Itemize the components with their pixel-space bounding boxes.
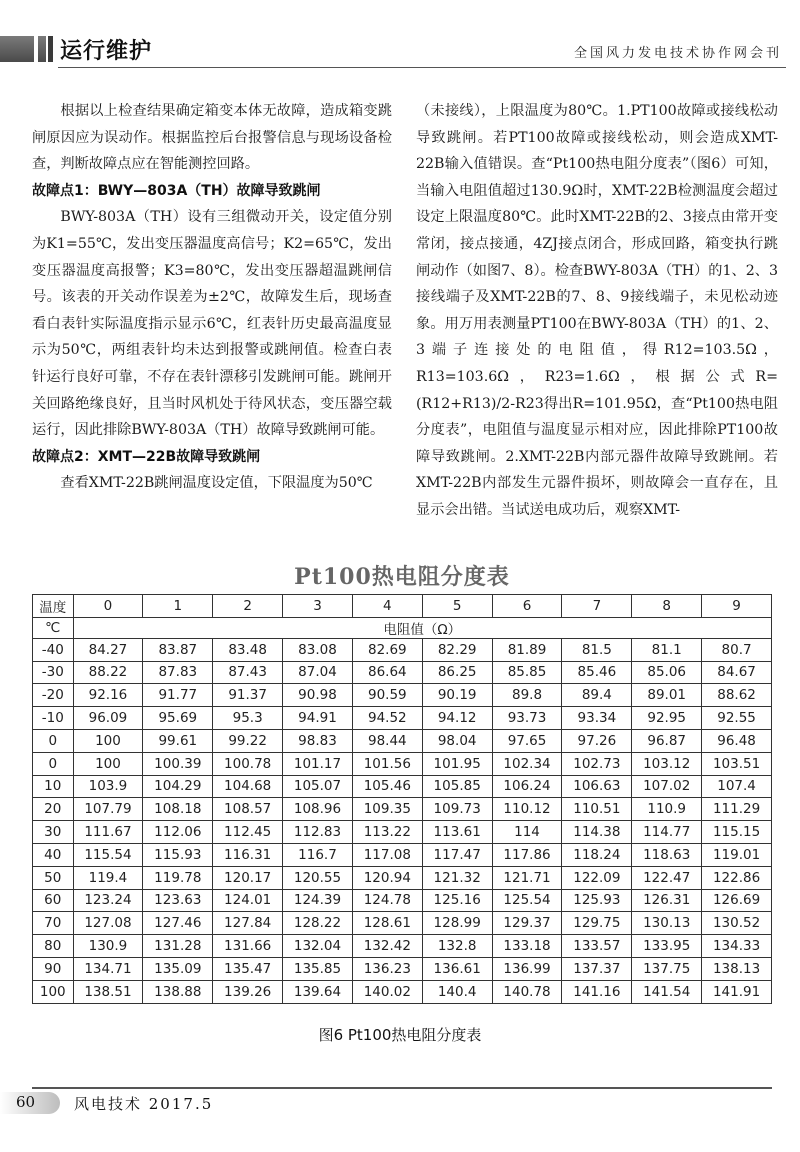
column-header: 0 — [73, 595, 143, 618]
resistance-cell: 84.27 — [73, 638, 143, 661]
resistance-cell: 141.16 — [562, 980, 632, 1003]
temperature-cell: 50 — [33, 866, 74, 889]
resistance-cell: 136.99 — [492, 957, 562, 980]
resistance-cell: 127.08 — [73, 912, 143, 935]
corner-temperature-label: 温度 — [33, 595, 74, 618]
resistance-cell: 105.85 — [422, 775, 492, 798]
resistance-cell: 107.79 — [73, 798, 143, 821]
resistance-cell: 127.84 — [213, 912, 283, 935]
header-decoration-stripe — [48, 36, 53, 62]
resistance-cell: 122.09 — [562, 866, 632, 889]
resistance-cell: 120.94 — [352, 866, 422, 889]
table-row — [33, 638, 772, 661]
resistance-cell: 128.61 — [352, 912, 422, 935]
resistance-cell: 140.78 — [492, 980, 562, 1003]
resistance-cell: 92.55 — [702, 707, 772, 730]
table-row — [33, 866, 772, 889]
table-unit-row — [33, 617, 772, 638]
resistance-cell: 81.5 — [562, 638, 632, 661]
resistance-cell: 132.04 — [283, 935, 353, 958]
resistance-cell: 106.24 — [492, 775, 562, 798]
resistance-cell: 86.64 — [352, 661, 422, 684]
temperature-cell: 30 — [33, 821, 74, 844]
resistance-cell: 95.3 — [213, 707, 283, 730]
resistance-cell: 93.73 — [492, 707, 562, 730]
resistance-cell: 87.43 — [213, 661, 283, 684]
resistance-cell: 135.09 — [143, 957, 213, 980]
table-row — [33, 935, 772, 958]
resistance-cell: 120.55 — [283, 866, 353, 889]
resistance-cell: 138.13 — [702, 957, 772, 980]
resistance-cell: 90.59 — [352, 684, 422, 707]
resistance-cell: 83.87 — [143, 638, 213, 661]
resistance-cell: 94.91 — [283, 707, 353, 730]
resistance-cell: 104.29 — [143, 775, 213, 798]
temperature-cell: 20 — [33, 798, 74, 821]
resistance-cell: 133.18 — [492, 935, 562, 958]
resistance-cell: 132.42 — [352, 935, 422, 958]
resistance-cell: 94.12 — [422, 707, 492, 730]
temperature-cell: 70 — [33, 912, 74, 935]
page-number: 60 — [16, 1093, 36, 1111]
resistance-cell: 127.46 — [143, 912, 213, 935]
temperature-cell: 90 — [33, 957, 74, 980]
resistance-table — [32, 594, 772, 1004]
column-header: 8 — [632, 595, 702, 618]
resistance-cell: 130.52 — [702, 912, 772, 935]
resistance-cell: 97.65 — [492, 729, 562, 752]
resistance-cell: 109.35 — [352, 798, 422, 821]
resistance-cell: 102.34 — [492, 752, 562, 775]
resistance-cell: 105.07 — [283, 775, 353, 798]
table-row — [33, 752, 772, 775]
header-decoration-bar — [0, 36, 46, 62]
table-row — [33, 957, 772, 980]
resistance-cell: 117.47 — [422, 843, 492, 866]
table-row — [33, 707, 772, 730]
resistance-cell: 107.4 — [702, 775, 772, 798]
resistance-cell: 140.4 — [422, 980, 492, 1003]
table-row — [33, 729, 772, 752]
resistance-cell: 118.63 — [632, 843, 702, 866]
resistance-cell: 129.75 — [562, 912, 632, 935]
resistance-cell: 128.22 — [283, 912, 353, 935]
paragraph: 根据以上检查结果确定箱变本体无故障，造成箱变跳闸原因应为误动作。根据监控后台报警信息与现场设备检查，判断故障点应在智能测控回路。 — [32, 103, 392, 173]
resistance-cell: 100 — [73, 752, 143, 775]
table-header-row — [33, 595, 772, 618]
resistance-cell: 101.95 — [422, 752, 492, 775]
table-row — [33, 843, 772, 866]
column-header: 3 — [283, 595, 353, 618]
resistance-cell: 90.98 — [283, 684, 353, 707]
resistance-cell: 134.33 — [702, 935, 772, 958]
resistance-unit-label: 电阻值（Ω） — [73, 617, 771, 638]
resistance-cell: 83.08 — [283, 638, 353, 661]
section-heading: 故障点2：XMT—22B故障导致跳闸 — [32, 448, 261, 465]
resistance-cell: 93.34 — [562, 707, 632, 730]
right-column — [416, 98, 778, 524]
temperature-cell: -20 — [33, 684, 74, 707]
figure-caption: 图6 Pt100热电阻分度表 — [318, 1026, 482, 1044]
resistance-cell: 139.64 — [283, 980, 353, 1003]
table-row — [33, 980, 772, 1003]
resistance-cell: 83.48 — [213, 638, 283, 661]
resistance-cell: 116.7 — [283, 843, 353, 866]
left-column — [32, 98, 392, 497]
resistance-cell: 130.13 — [632, 912, 702, 935]
resistance-cell: 110.12 — [492, 798, 562, 821]
resistance-cell: 117.08 — [352, 843, 422, 866]
resistance-cell: 98.44 — [352, 729, 422, 752]
temperature-cell: -30 — [33, 661, 74, 684]
column-header: 5 — [422, 595, 492, 618]
resistance-cell: 112.45 — [213, 821, 283, 844]
resistance-cell: 132.8 — [422, 935, 492, 958]
resistance-cell: 133.57 — [562, 935, 632, 958]
resistance-cell: 111.67 — [73, 821, 143, 844]
resistance-cell: 92.16 — [73, 684, 143, 707]
resistance-cell: 101.56 — [352, 752, 422, 775]
resistance-cell: 107.02 — [632, 775, 702, 798]
resistance-cell: 92.95 — [632, 707, 702, 730]
resistance-cell: 125.93 — [562, 889, 632, 912]
resistance-cell: 137.75 — [632, 957, 702, 980]
table-row — [33, 684, 772, 707]
resistance-cell: 96.87 — [632, 729, 702, 752]
resistance-cell: 85.06 — [632, 661, 702, 684]
resistance-cell: 135.85 — [283, 957, 353, 980]
column-header: 6 — [492, 595, 562, 618]
resistance-cell: 141.91 — [702, 980, 772, 1003]
resistance-cell: 130.9 — [73, 935, 143, 958]
temperature-cell: 60 — [33, 889, 74, 912]
resistance-cell: 108.96 — [283, 798, 353, 821]
resistance-cell: 110.9 — [632, 798, 702, 821]
resistance-cell: 96.09 — [73, 707, 143, 730]
column-header: 7 — [562, 595, 632, 618]
resistance-cell: 87.04 — [283, 661, 353, 684]
temperature-cell: 100 — [33, 980, 74, 1003]
resistance-cell: 124.78 — [352, 889, 422, 912]
resistance-cell: 136.23 — [352, 957, 422, 980]
resistance-cell: 125.16 — [422, 889, 492, 912]
resistance-cell: 106.63 — [562, 775, 632, 798]
resistance-cell: 96.48 — [702, 729, 772, 752]
resistance-cell: 124.01 — [213, 889, 283, 912]
resistance-cell: 81.89 — [492, 638, 562, 661]
resistance-cell: 117.86 — [492, 843, 562, 866]
header-divider — [58, 67, 786, 68]
paragraph: 查看XMT-22B跳闸温度设定值，下限温度为50℃ — [60, 475, 373, 492]
footer-divider — [32, 1087, 772, 1089]
resistance-cell: 81.1 — [632, 638, 702, 661]
resistance-cell: 137.37 — [562, 957, 632, 980]
resistance-cell: 87.83 — [143, 661, 213, 684]
resistance-cell: 111.29 — [702, 798, 772, 821]
paragraph: （未接线），上限温度为80℃。1.PT100故障或接线松动导致跳闸。若PT100故障或接线松动，则会造成XMT-22B输入值错误。查“Pt100热电阻分度表”（图6）可知，当输入电阻值超过130.9Ω时，XMT-22B检测温度会超过设定上限温度80℃。此时XMT-22B的2、3接点由常开变常闭，接点接通，4ZJ接点闭合，形成回路，箱变执行跳闸动作（如图7、8）。检查BWY-803A（TH）的1、2、3接线端子及XMT-22B的7、8、9接线端子，未见松动迹象。用万用表测量PT100在BWY-803A（TH）的1、2、3端子连接处的电阻值，得R12=103.5Ω，R13=103.6Ω，R23=1.6Ω，根据公式R=(R12+R13)/2-R23得出R=101.95Ω，查“Pt100热电阻分度表”，电阻值与温度显示相对应，因此排除PT100故障导致跳闸。2.XMT-22B内部元器件故障导致跳闸。若XMT-22B内部发生元器件损坏，则故障会一直存在，且显示会出错。当试送电成功后，观察XMT- — [416, 103, 778, 518]
resistance-cell: 126.31 — [632, 889, 702, 912]
table-row — [33, 798, 772, 821]
resistance-cell: 109.73 — [422, 798, 492, 821]
table-row — [33, 889, 772, 912]
resistance-cell: 120.17 — [213, 866, 283, 889]
resistance-cell: 139.26 — [213, 980, 283, 1003]
resistance-cell: 86.25 — [422, 661, 492, 684]
resistance-cell: 128.99 — [422, 912, 492, 935]
column-header: 9 — [702, 595, 772, 618]
resistance-cell: 100 — [73, 729, 143, 752]
resistance-cell: 121.32 — [422, 866, 492, 889]
resistance-cell: 85.46 — [562, 661, 632, 684]
section-title: 运行维护 — [60, 39, 153, 64]
resistance-cell: 123.24 — [73, 889, 143, 912]
resistance-cell: 108.57 — [213, 798, 283, 821]
journal-issue: 风电技术 2017.5 — [74, 1095, 214, 1113]
column-header: 2 — [213, 595, 283, 618]
temperature-cell: 0 — [33, 729, 74, 752]
resistance-cell: 108.18 — [143, 798, 213, 821]
table-row — [33, 912, 772, 935]
resistance-cell: 122.47 — [632, 866, 702, 889]
resistance-cell: 112.83 — [283, 821, 353, 844]
resistance-cell: 122.86 — [702, 866, 772, 889]
resistance-cell: 118.24 — [562, 843, 632, 866]
resistance-cell: 88.62 — [702, 684, 772, 707]
resistance-cell: 98.83 — [283, 729, 353, 752]
resistance-cell: 119.78 — [143, 866, 213, 889]
table-row — [33, 775, 772, 798]
resistance-cell: 88.22 — [73, 661, 143, 684]
resistance-cell: 80.7 — [702, 638, 772, 661]
resistance-cell: 121.71 — [492, 866, 562, 889]
column-header: 4 — [352, 595, 422, 618]
resistance-cell: 89.01 — [632, 684, 702, 707]
resistance-cell: 91.37 — [213, 684, 283, 707]
table-row — [33, 661, 772, 684]
resistance-cell: 135.47 — [213, 957, 283, 980]
resistance-cell: 82.69 — [352, 638, 422, 661]
resistance-cell: 131.28 — [143, 935, 213, 958]
temperature-cell: -40 — [33, 638, 74, 661]
resistance-cell: 115.93 — [143, 843, 213, 866]
table-row — [33, 821, 772, 844]
resistance-cell: 138.88 — [143, 980, 213, 1003]
resistance-cell: 124.39 — [283, 889, 353, 912]
resistance-cell: 100.78 — [213, 752, 283, 775]
resistance-cell: 123.63 — [143, 889, 213, 912]
resistance-cell: 113.22 — [352, 821, 422, 844]
resistance-cell: 98.04 — [422, 729, 492, 752]
resistance-cell: 101.17 — [283, 752, 353, 775]
temperature-cell: 10 — [33, 775, 74, 798]
resistance-cell: 94.52 — [352, 707, 422, 730]
column-header: 1 — [143, 595, 213, 618]
resistance-cell: 140.02 — [352, 980, 422, 1003]
page-header — [0, 34, 800, 70]
resistance-cell: 89.8 — [492, 684, 562, 707]
temperature-cell: 40 — [33, 843, 74, 866]
resistance-cell: 129.37 — [492, 912, 562, 935]
temperature-cell: -10 — [33, 707, 74, 730]
resistance-cell: 103.12 — [632, 752, 702, 775]
resistance-cell: 119.01 — [702, 843, 772, 866]
resistance-cell: 125.54 — [492, 889, 562, 912]
resistance-cell: 112.06 — [143, 821, 213, 844]
resistance-cell: 97.26 — [562, 729, 632, 752]
resistance-cell: 115.15 — [702, 821, 772, 844]
resistance-cell: 100.39 — [143, 752, 213, 775]
resistance-cell: 99.22 — [213, 729, 283, 752]
resistance-cell: 99.61 — [143, 729, 213, 752]
resistance-cell: 136.61 — [422, 957, 492, 980]
resistance-cell: 116.31 — [213, 843, 283, 866]
resistance-cell: 91.77 — [143, 684, 213, 707]
resistance-cell: 131.66 — [213, 935, 283, 958]
resistance-cell: 114.77 — [632, 821, 702, 844]
resistance-cell: 141.54 — [632, 980, 702, 1003]
resistance-cell: 103.51 — [702, 752, 772, 775]
corner-unit-label: ℃ — [33, 617, 74, 638]
resistance-cell: 126.69 — [702, 889, 772, 912]
pt100-table-figure — [32, 560, 772, 1022]
resistance-cell: 119.4 — [73, 866, 143, 889]
resistance-cell: 82.29 — [422, 638, 492, 661]
resistance-cell: 138.51 — [73, 980, 143, 1003]
resistance-cell: 85.85 — [492, 661, 562, 684]
table-title: Pt100热电阻分度表 — [294, 564, 510, 590]
resistance-cell: 114 — [492, 821, 562, 844]
resistance-cell: 114.38 — [562, 821, 632, 844]
resistance-cell: 84.67 — [702, 661, 772, 684]
paragraph: BWY-803A（TH）设有三组微动开关，设定值分别为K1=55℃，发出变压器温度高信号；K2=65℃，发出变压器温度高报警；K3=80℃，发出变压器超温跳闸信号。该表的开关动作误差为±2℃，故障发生后，现场查看白表针实际温度指示显示6℃，红表针历史最高温度显示为50℃，两组表针均未达到报警或跳闸值。检查白表针运行良好可靠，不存在表针漂移引发跳闸可能。跳闸开关回路绝缘良好，且当时风机处于待风状态，变压器空载运行，因此排除BWY-803A（TH）故障导致跳闸可能。 — [32, 209, 392, 439]
resistance-cell: 113.61 — [422, 821, 492, 844]
temperature-cell: 80 — [33, 935, 74, 958]
resistance-cell: 134.71 — [73, 957, 143, 980]
resistance-cell: 103.9 — [73, 775, 143, 798]
resistance-cell: 95.69 — [143, 707, 213, 730]
resistance-cell: 104.68 — [213, 775, 283, 798]
resistance-cell: 115.54 — [73, 843, 143, 866]
resistance-cell: 105.46 — [352, 775, 422, 798]
resistance-cell: 102.73 — [562, 752, 632, 775]
section-heading: 故障点1：BWY—803A（TH）故障导致跳闸 — [32, 182, 321, 199]
publisher-name: 全国风力发电技术协作网会刊 — [573, 46, 782, 61]
resistance-cell: 90.19 — [422, 684, 492, 707]
resistance-cell: 110.51 — [562, 798, 632, 821]
resistance-cell: 89.4 — [562, 684, 632, 707]
temperature-cell: 0 — [33, 752, 74, 775]
resistance-cell: 133.95 — [632, 935, 702, 958]
